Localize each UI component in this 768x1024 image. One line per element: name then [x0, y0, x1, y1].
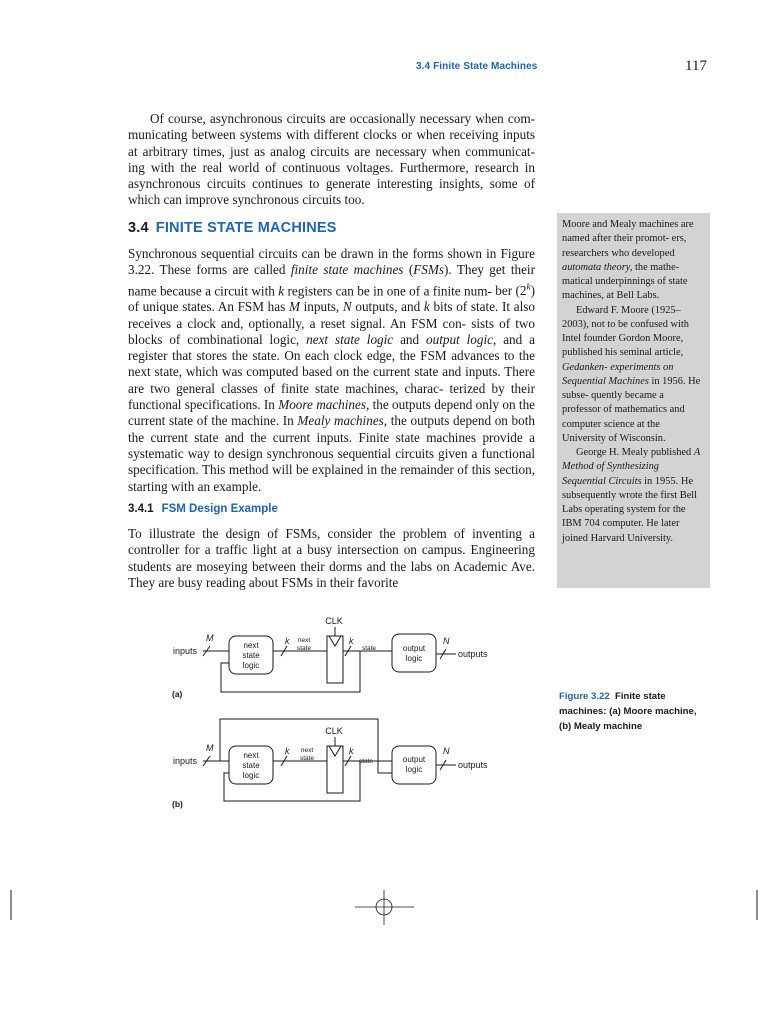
text-run: the remainder of this section, starting with an example.: [128, 462, 535, 494]
italic-run: finite state machines: [290, 262, 404, 278]
italic-run: automata theory,: [562, 261, 633, 273]
text-run: (: [403, 262, 414, 278]
text-run: (1925–2003), not to be: [562, 304, 681, 330]
text-line: [562, 276, 688, 287]
text-run: quently became a professor of: [562, 390, 664, 416]
wire-label: state: [358, 758, 374, 765]
text-run: Gordon Moore, published his: [562, 333, 684, 359]
n-label: N: [443, 636, 450, 646]
italic-run: experiments on Sequential: [562, 361, 674, 387]
inputs-label: inputs: [173, 756, 198, 766]
block-label-line: logic: [405, 765, 423, 774]
text-run: Wisconsin.: [619, 432, 666, 444]
text-line: ing with the real world of continuous voltages. Furthermore, research in: [128, 159, 535, 175]
italic-run: A Method of Synthesizing: [562, 447, 701, 473]
text-run: Figure 3.22. These forms are called: [128, 246, 535, 278]
subsection-number: 3.4.1: [128, 503, 154, 515]
text-run: machines, at Bell Labs.: [562, 290, 660, 302]
text-line: Academic Ave. They are busy reading about FSMs in their favorite: [128, 558, 536, 590]
text-line: which can improve synchronous circuits too.: [128, 192, 365, 208]
italic-run: Machines: [608, 375, 649, 387]
wire-label: state: [296, 645, 312, 652]
figure-label: Figure 3.22: [559, 691, 610, 702]
wire-label: next: [297, 637, 311, 644]
italic-run: k: [278, 282, 285, 298]
state-register: [327, 746, 343, 793]
section-number: 3.4: [128, 220, 149, 236]
clock-triangle: [329, 636, 341, 646]
text-run: Synchronous sequential circuits can be drawn in the forms shown in: [128, 246, 497, 261]
text-run: bits of: [429, 299, 468, 315]
subsection-heading: [128, 503, 278, 515]
text-run: state machines provide a systematic way to design synchronous sequential: [128, 429, 535, 461]
italic-run: Mealy machines,: [297, 413, 388, 429]
wire-label: state: [361, 645, 377, 652]
text-run: the outputs: [369, 397, 431, 413]
margin-note-paragraph: [562, 304, 705, 447]
text-run: matical underpinnings of state: [562, 276, 688, 287]
text-line: [576, 305, 649, 316]
caption-line: machines: (a) Moore machine,: [559, 706, 697, 717]
text-run: confused with Intel founder: [562, 318, 690, 344]
text-run: sists of two blocks of combinational logic,: [128, 315, 536, 347]
block-label-line: output: [402, 644, 426, 653]
intro-paragraph: [128, 111, 535, 209]
text-line: Engineering students are moseying between their dorms and the labs on: [128, 542, 535, 574]
text-run: ers, researchers who developed: [562, 233, 687, 259]
text-run: and inputs. There are two general classes of finite state machines, charac-: [128, 364, 535, 396]
text-run: outputs depend on both the current state and the current inputs. Finite: [128, 413, 535, 445]
clk-label: CLK: [325, 726, 343, 736]
superscript: k: [526, 281, 531, 292]
running-header-section: 3.4 Finite State Machines: [416, 61, 538, 72]
text-run: terized by their functional specifications. In: [128, 380, 536, 413]
italic-run: N: [342, 299, 352, 315]
clk-label: CLK: [325, 616, 343, 626]
n-label: N: [443, 746, 450, 756]
text-run: seminal article,: [619, 347, 684, 359]
text-run: George H. Mealy published: [576, 447, 692, 458]
text-line: at arbitrary times, just as analog circuits are necessary when communicat-: [128, 143, 535, 159]
text-line: [562, 219, 678, 230]
text-run: He subsequently wrote the: [562, 475, 693, 501]
italic-run: Moore machines,: [278, 397, 370, 413]
text-line: asynchronous circuits continues to generate interesting insights, some of: [128, 176, 535, 192]
margin-note-paragraph: [562, 218, 705, 304]
subsection-title: FSM Design Example: [161, 503, 278, 515]
italic-run: Sequential Circuits: [562, 475, 642, 487]
italic-run: logic: [466, 331, 493, 347]
state-register: [327, 636, 343, 683]
text-run: circuits given a functional specification. This method will be explained in: [128, 445, 535, 478]
italic-run: M: [288, 299, 300, 315]
italic-run: output: [426, 331, 460, 347]
block-label-line: output: [402, 755, 426, 764]
block-label-line: next: [243, 641, 259, 650]
panel-label: (a): [172, 689, 183, 699]
outputs-label: outputs: [458, 760, 488, 770]
text-run: the: [387, 413, 407, 429]
text-run: outputs, and: [351, 299, 424, 315]
m-label: M: [206, 743, 214, 753]
block-label-line: logic: [242, 771, 260, 780]
text-line: [620, 433, 666, 444]
text-run: ). They get: [444, 262, 506, 278]
text-run: Edward F. Moore: [576, 304, 649, 316]
text-line: [576, 447, 691, 458]
page-number: 117: [685, 58, 707, 74]
text-run: registers can be in one of a finite num-: [284, 282, 492, 298]
fsm-figure: [0, 600, 768, 830]
text-run: science at the University of: [562, 418, 660, 444]
caption-line: Finite state: [615, 691, 666, 702]
text-run: their name because a circuit with: [128, 262, 535, 298]
text-run: are named after their promot-: [562, 219, 694, 245]
text-line: To illustrate the design of FSMs, consider the problem of inventing a: [128, 526, 535, 541]
text-run: ) of unique states. An FSM has: [128, 282, 536, 315]
text-line: [562, 262, 679, 273]
block-label-line: state: [242, 761, 260, 770]
text-run: computer. He later joined: [562, 518, 680, 544]
text-line: controller for a traffic light at a busy intersection on campus.: [128, 542, 466, 558]
italic-run: Gedanken-: [562, 361, 608, 373]
text-run: advances to the next state, which was computed based on the current state: [128, 348, 535, 380]
text-line: [562, 290, 659, 301]
text-line: [591, 533, 673, 544]
m-label: M: [206, 633, 214, 643]
text-run: ber (2: [495, 282, 527, 298]
text-run: the mathe-: [632, 261, 680, 273]
k-label: k: [285, 636, 290, 646]
block-label-line: next: [243, 751, 259, 760]
subsection-paragraph: [128, 526, 535, 591]
text-run: and: [393, 331, 427, 347]
section-heading: [128, 220, 337, 236]
output-logic-block: [392, 634, 436, 672]
italic-run: FSMs: [413, 262, 444, 278]
registration-marks: [0, 880, 768, 940]
clock-triangle: [329, 746, 341, 756]
text-line: [128, 246, 496, 261]
text-run: in 1956. He subse-: [562, 375, 701, 401]
italic-run: k: [423, 299, 430, 315]
k-label: k: [285, 746, 290, 756]
caption-line: (b) Mealy machine: [559, 721, 643, 732]
outputs-label: outputs: [458, 649, 488, 659]
text-run: Moore and Mealy machines: [562, 219, 679, 230]
text-run: inputs,: [299, 299, 343, 315]
text-run: mathematics and computer: [562, 404, 685, 430]
text-line: [562, 476, 678, 487]
wire-label: state: [299, 755, 315, 762]
k-label: k: [349, 746, 354, 756]
text-run: Harvard University.: [590, 532, 674, 544]
text-run: , and a register that stores the state. On each clock edge, the FSM: [128, 331, 535, 364]
text-run: state. It also receives a clock and, optionally, a reset signal. An FSM con-: [128, 299, 536, 331]
block-label-line: state: [242, 651, 260, 660]
wire-label: next: [300, 747, 314, 754]
text-run: in 1955.: [641, 475, 679, 487]
text-run: first Bell Labs operating: [562, 489, 698, 515]
text-line: municating between systems with different clocks or when receiving inputs: [128, 127, 535, 143]
italic-run: next state logic: [306, 331, 394, 347]
k-label: k: [349, 636, 354, 646]
section-paragraph: [128, 246, 535, 495]
block-label-line: logic: [242, 661, 260, 670]
text-line: Of course, asynchronous circuits are occasionally necessary when com-: [150, 111, 535, 126]
text-run: system for the IBM 704: [562, 504, 686, 530]
text-run: depend only on the current state of the machine. In: [128, 397, 536, 429]
block-label-line: logic: [405, 654, 423, 663]
margin-note-paragraph: [562, 446, 705, 546]
section-title: FINITE STATE MACHINES: [155, 220, 337, 236]
inputs-label: inputs: [173, 646, 198, 656]
margin-note: [557, 213, 710, 588]
panel-label: (b): [172, 799, 183, 809]
